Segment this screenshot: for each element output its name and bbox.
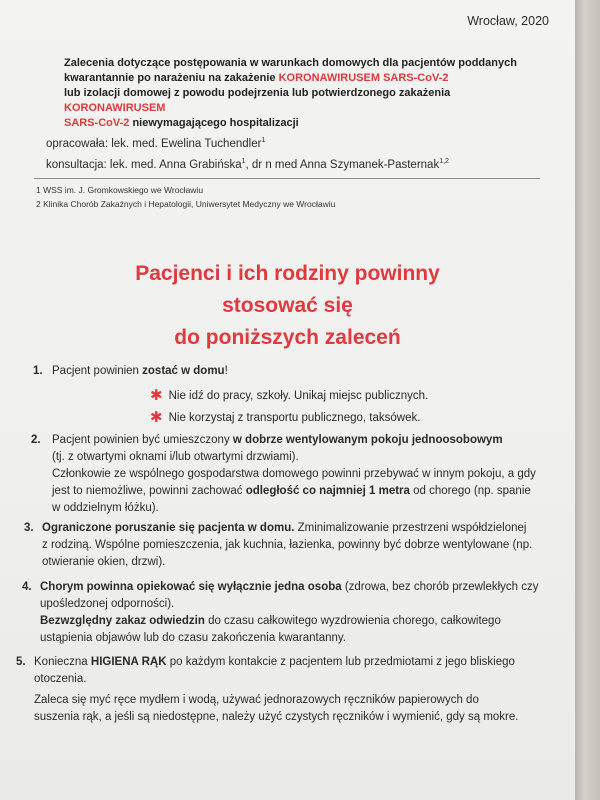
document-header [64, 56, 534, 131]
red-star-icon: ✱ [150, 409, 163, 426]
header-line-2: kwarantannie po narażeniu na zakażenie KORONAWIRUSEM SARS-CoV-2 [64, 72, 449, 84]
footnote-divider [34, 178, 540, 179]
highlight-virus: SARS-CoV-2 [64, 117, 130, 129]
page-title: Pacjenci i ich rodziny powinny stosować się do poniższych zaleceń [135, 262, 440, 349]
header-line-1: Zalecenia dotyczące postępowania w warunkach domowych dla pacjentów poddanych [64, 57, 517, 69]
header-line-4: SARS-CoV-2 niewymagającego hospitalizacji [64, 117, 299, 129]
header-line-3: lub izolacji domowej z powodu podejrzenia lub potwierdzonego zakażenia KORONAWIRUSEM [64, 87, 451, 114]
document-date: Wrocław, 2020 [467, 14, 549, 28]
page-edge-shadow [575, 0, 600, 800]
red-star-icon: ✱ [150, 387, 163, 404]
bullet-row: ✱ Nie korzystaj z transportu publicznego, taksówek. [150, 409, 421, 426]
authors-block [46, 132, 536, 174]
document-page: Wrocław, 2020 Zalecenia dotyczące postępowania w warunkach domowych dla pacjentów poddanych kwarantannie po narażeniu na zakażenie KORONAWIRUSEM SARS-CoV-2 lub izolacji domowej z powodu podejrzenia lub potwierdzonego zakażenia KORONAWIRUSEM SARS-CoV-2 niewymagającego hospitalizacji opracowała: lek. med. Ewelina Tuchendler$^1$ konsultacja: lek. med. Anna Grabińska$^1$, dr n med Anna Szymanek-Pasternak$^{1,2}$ 1 WSS im. J. Gromkowskiego we Wrocławiu 2 Klinika Chorób Zakaźnych i Hepatologii, Uniwersytet Medyczny we Wrocławiu Pacjenci i ich rodziny powinny stosować się do poniższych zaleceń 1. Pacjent powinien zostać w domu! ✱ Nie idź do pracy, szkoły. Unikaj miejsc publicznych. ✱ Nie korzystaj z transportu publicznego, taksówek. 2. Pacjent powinien być umieszczony w dobrze wentylowanym pokoju jednoosobowym (tj. z otwartymi oknami i/lub otwartymi drzwiami). Członkowie ze wspólnego gospodarstwa domowego powinni przebywać w innym pokoju, a gdy jest to niemożliwe, powinni zachować odległość co najmniej 1 metra od chorego (np. spanie w oddzielnym łóżku). 3. Ograniczone poruszanie się pacjenta w domu. Zminimalizowanie przestrzeni współdzielonej z rodziną. Wspólne pomieszczenia, jak kuchnia, łazienka, powinny być dobrze wentylowane (np. otwieranie okien, drzwi). 4. Chorym powinna opiekować się wyłącznie jedna osoba (zdrowa, bez chorób przewlekłych czy upośledzonej odporności). Bezwzględny zakaz odwiedzin do czasu całkowitego wyzdrowienia chorego, całkowitego ustąpienia objawów lub do czasu zakończenia kwarantanny. 5. Konieczna HIGIENA RĄK po każdym kontakcie z pacjentem lub przedmiotami z jego bliskiego otoczenia. Zaleca się myć ręce mydłem i wodą, używać jednorazowych ręczników papierowych do suszenia rąk, a jeśli są niedostępne, należy użyć czystych ręczników i wymienić, gdy są mokre. [0, 0, 575, 800]
footnote-1: 1 WSS im. J. Gromkowskiego we Wrocławiu [36, 185, 204, 195]
footnotes [36, 183, 536, 211]
highlight-virus: KORONAWIRUSEM [64, 102, 166, 114]
bullet-row: ✱ Nie idź do pracy, szkoły. Unikaj miejsc publicznych. [150, 387, 429, 404]
highlight-virus: KORONAWIRUSEM SARS-CoV-2 [278, 72, 449, 84]
consultation-line: konsultacja: lek. med. Anna Grabińska$^1$, dr n med Anna Szymanek-Pasternak$^{1,2}$ [46, 157, 449, 171]
footnote-2: 2 Klinika Chorób Zakaźnych i Hepatologii, Uniwersytet Medyczny we Wrocławiu [36, 199, 336, 209]
author-line: opracowała: lek. med. Ewelina Tuchendler$^1$ [46, 137, 266, 150]
